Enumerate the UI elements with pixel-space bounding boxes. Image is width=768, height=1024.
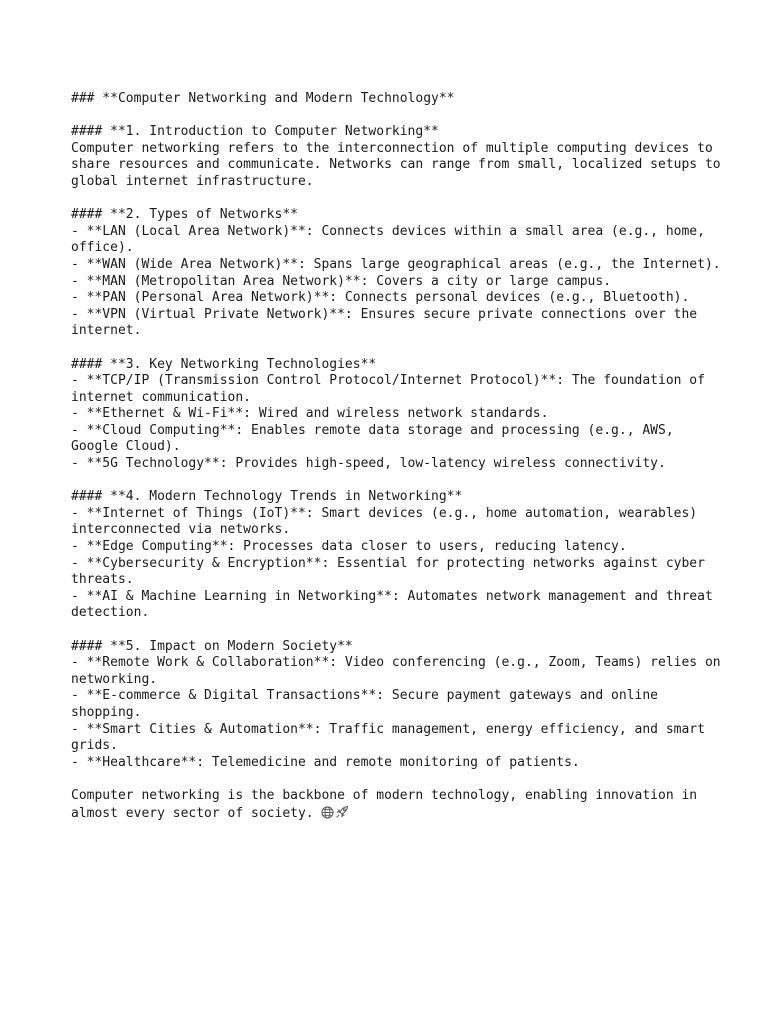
- text-line: Google Cloud).: [71, 439, 181, 455]
- text-line: Computer networking refers to the interconnection of multiple computing devices to: [71, 140, 713, 156]
- text-line: office).: [71, 240, 134, 256]
- text-line: interconnected via networks.: [71, 522, 291, 538]
- text-line: grids.: [71, 738, 118, 754]
- section-heading: #### **5. Impact on Modern Society**: [71, 638, 353, 654]
- list-item: - **Smart Cities & Automation**: Traffic management, energy efficiency, and smart: [71, 721, 705, 737]
- text-line: global internet infrastructure.: [71, 173, 314, 189]
- list-item: - **PAN (Personal Area Network)**: Connects personal devices (e.g., Bluetooth).: [71, 290, 690, 306]
- list-item: - **MAN (Metropolitan Area Network)**: Covers a city or large campus.: [71, 273, 612, 289]
- text-line: share resources and communicate. Networks can range from small, localized setups to: [71, 157, 721, 173]
- list-item: - **Cybersecurity & Encryption**: Essential for protecting networks against cyber: [71, 555, 705, 571]
- section-heading: #### **1. Introduction to Computer Networking**: [71, 124, 439, 140]
- list-item: - **VPN (Virtual Private Network)**: Ensures secure private connections over the: [71, 306, 698, 322]
- blank-line: [71, 108, 731, 125]
- document-title: ### **Computer Networking and Modern Technology**: [71, 91, 455, 106]
- blank-line: [71, 771, 731, 788]
- list-item: - **Healthcare**: Telemedicine and remote monitoring of patients.: [71, 754, 580, 770]
- section-heading: #### **2. Types of Networks**: [71, 207, 298, 223]
- list-item: - **AI & Machine Learning in Networking**: Automates network management and threat: [71, 588, 713, 604]
- text-line: threats.: [71, 572, 134, 588]
- text-line: shopping.: [71, 704, 142, 720]
- section-heading: #### **3. Key Networking Technologies**: [71, 356, 377, 372]
- section-heading: #### **4. Modern Technology Trends in Networking**: [71, 489, 463, 505]
- text-line: networking.: [71, 671, 158, 687]
- blank-line: [71, 340, 731, 357]
- text-line: internet.: [71, 323, 142, 339]
- list-item: - **E-commerce & Digital Transactions**: Secure payment gateways and online: [71, 688, 658, 704]
- text-line: detection.: [71, 605, 150, 621]
- list-item: - **Ethernet & Wi-Fi**: Wired and wireless network standards.: [71, 406, 549, 422]
- globe-icon: [321, 806, 334, 821]
- text-line: internet communication.: [71, 389, 252, 405]
- list-item: - **Cloud Computing**: Enables remote data storage and processing (e.g., AWS,: [71, 422, 674, 438]
- list-item: - **5G Technology**: Provides high-speed, low-latency wireless connectivity.: [71, 456, 666, 472]
- list-item: - **Internet of Things (IoT)**: Smart devices (e.g., home automation, wearables): [71, 505, 698, 521]
- list-item: - **TCP/IP (Transmission Control Protocol/Internet Protocol)**: The foundation of: [71, 373, 705, 389]
- blank-line: [71, 622, 731, 639]
- text-line: Computer networking is the backbone of modern technology, enabling innovation in: [71, 787, 698, 803]
- text-line: almost every sector of society.: [71, 805, 731, 822]
- list-item: - **Remote Work & Collaboration**: Video conferencing (e.g., Zoom, Teams) relies on: [71, 655, 721, 671]
- list-item: - **Edge Computing**: Processes data closer to users, reducing latency.: [71, 539, 627, 555]
- document-text: [71, 91, 731, 821]
- list-item: - **LAN (Local Area Network)**: Connects devices within a small area (e.g., home,: [71, 223, 705, 239]
- blank-line: [71, 473, 731, 490]
- rocket-icon: [334, 806, 349, 821]
- blank-line: [71, 191, 731, 208]
- list-item: - **WAN (Wide Area Network)**: Spans large geographical areas (e.g., the Internet).: [71, 256, 721, 272]
